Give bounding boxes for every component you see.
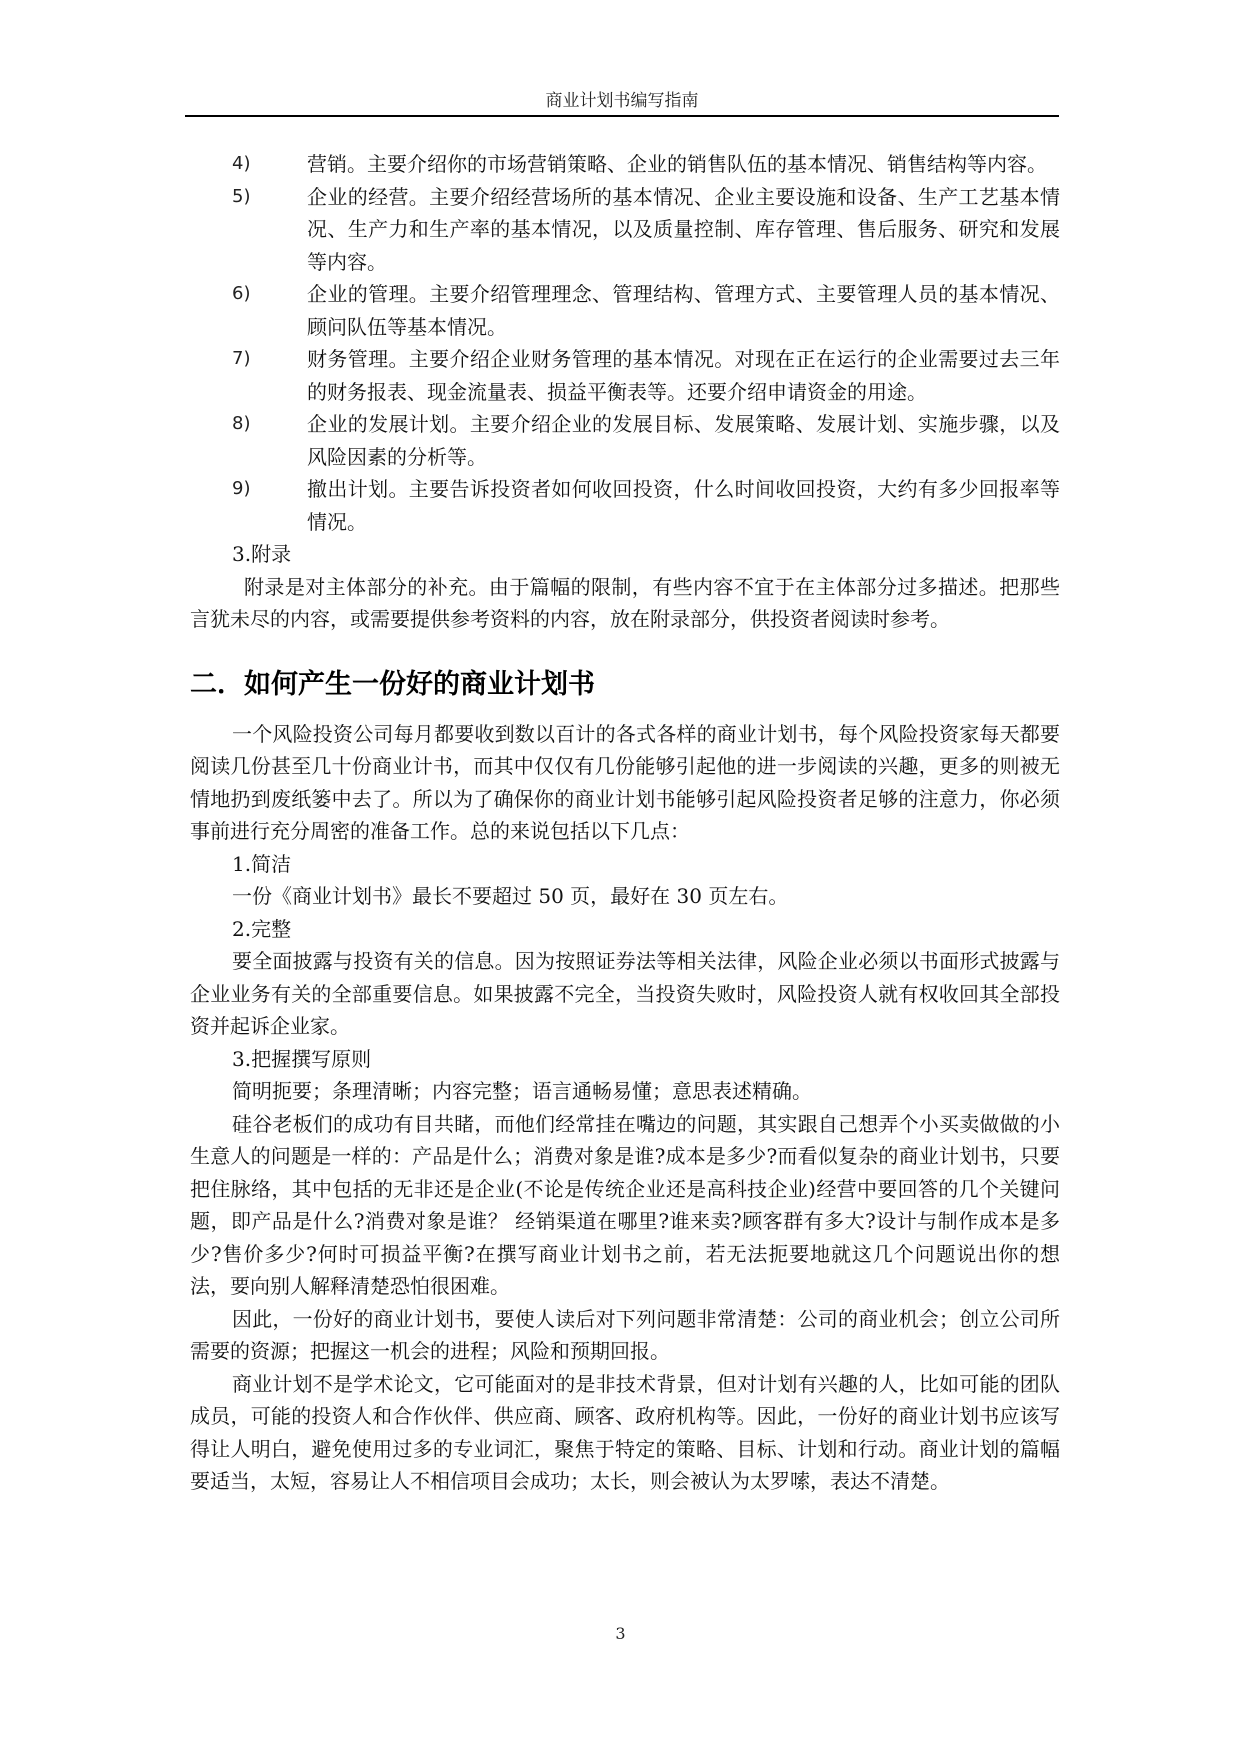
paragraph-concise: 一份《商业计划书》最长不要超过 50 页，最好在 30 页左右。	[232, 884, 789, 908]
list-item-text: 企业的管理。主要介绍管理理念、管理结构、管理方式、主要管理人员的基本情况、顾问队伍等基本情况。	[307, 282, 1060, 339]
header-divider	[185, 115, 1059, 117]
list-item-text: 企业的发展计划。主要介绍企业的发展目标、发展策略、发展计划、实施步骤，以及风险因素的分析等。	[307, 412, 1060, 469]
paragraph-silicon-valley: 硅谷老板们的成功有目共睹，而他们经常挂在嘴边的问题，其实跟自己想弄个小买卖做做的小生意人的问题是一样的：产品是什么；消费对象是谁?成本是多少?而看似复杂的商业计划书，只要把住脉络，其中包括的无非还是企业(不论是传统企业还是高科技企业)经营中要回答的几个关键问题，即产品是什么?消费对象是谁？ 经销渠道在哪里?谁来卖?顾客群有多大?设计与制作成本是多少?售价多少?何时可损益平衡?在撰写商业计划书之前，若无法扼要地就这几个问题说出你的想法，要向别人解释清楚恐怕很困难。	[190, 1111, 1060, 1298]
list-item-text: 企业的经营。主要介绍经营场所的基本情况、企业主要设施和设备、生产工艺基本情况、生产力和生产率的基本情况，以及质量控制、库存管理、售后服务、研究和发展等内容。	[307, 184, 1060, 274]
appendix-heading: 3.附录	[232, 542, 292, 566]
list-item	[190, 181, 1060, 279]
list-item-number: 4)	[232, 153, 251, 174]
page-body	[190, 148, 1060, 1498]
list-item	[190, 278, 1060, 343]
list-item	[190, 473, 1060, 538]
list-item	[190, 408, 1060, 473]
list-item	[190, 343, 1060, 408]
paragraph-therefore: 因此，一份好的商业计划书，要使人读后对下列问题非常清楚：公司的商业机会；创立公司所需要的资源；把握这一机会的进程；风险和预期回报。	[190, 1306, 1060, 1363]
list-item-number: 6)	[232, 283, 251, 304]
paragraph-complete: 要全面披露与投资有关的信息。因为按照证券法等相关法律，风险企业必须以书面形式披露与企业业务有关的全部重要信息。如果披露不完全，当投资失败时，风险投资人就有权收回其全部投资并起诉企业家。	[190, 949, 1060, 1038]
list-item-text: 撤出计划。主要告诉投资者如何收回投资，什么时间收回投资，大约有多少回报率等情况。	[307, 477, 1060, 534]
paragraph-not-thesis: 商业计划不是学术论文，它可能面对的是非技术背景，但对计划有兴趣的人，比如可能的团队成员，可能的投资人和合作伙伴、供应商、顾客、政府机构等。因此，一份好的商业计划书应该写得让人明白，避免使用过多的专业词汇，聚焦于特定的策略、目标、计划和行动。商业计划的篇幅要适当，太短，容易让人不相信项目会成功；太长，则会被认为太罗嗦，表达不清楚。	[190, 1371, 1060, 1493]
list-item-number: 7)	[232, 348, 251, 369]
section-intro-paragraph: 一个风险投资公司每月都要收到数以百计的各式各样的商业计划书，每个风险投资家每天都要阅读几份甚至几十份商业计书，而其中仅仅有几份能够引起他的进一步阅读的兴趣，更多的则被无情地扔到废纸篓中去了。所以为了确保你的商业计划书能够引起风险投资者足够的注意力，你必须事前进行充分周密的准备工作。总的来说包括以下几点：	[190, 721, 1060, 843]
list-item-text: 营销。主要介绍你的市场营销策略、企业的销售队伍的基本情况、销售结构等内容。	[307, 152, 1047, 176]
section-title: 二．如何产生一份好的商业计划书	[190, 668, 595, 700]
subheading-concise: 1.简洁	[232, 851, 292, 876]
running-header: 商业计划书编写指南	[545, 91, 699, 111]
appendix-paragraph: 附录是对主体部分的补充。由于篇幅的限制，有些内容不宜于在主体部分过多描述。把那些言犹未尽的内容，或需要提供参考资料的内容，放在附录部分，供投资者阅读时参考。	[190, 574, 1060, 631]
paragraph-principles: 简明扼要；条理清晰；内容完整；语言通畅易懂；意思表述精确。	[232, 1079, 812, 1103]
list-item-number: 5)	[232, 185, 251, 207]
list-item-number: 9)	[232, 478, 251, 499]
list-item-number: 8)	[232, 413, 251, 434]
subheading-complete: 2.完整	[232, 916, 292, 941]
page-number: 3	[615, 1624, 626, 1643]
list-item-text: 财务管理。主要介绍企业财务管理的基本情况。对现在正在运行的企业需要过去三年的财务报表、现金流量表、损益平衡表等。还要介绍申请资金的用途。	[307, 347, 1060, 404]
list-item	[190, 148, 1060, 181]
subheading-principles: 3.把握撰写原则	[232, 1046, 372, 1071]
